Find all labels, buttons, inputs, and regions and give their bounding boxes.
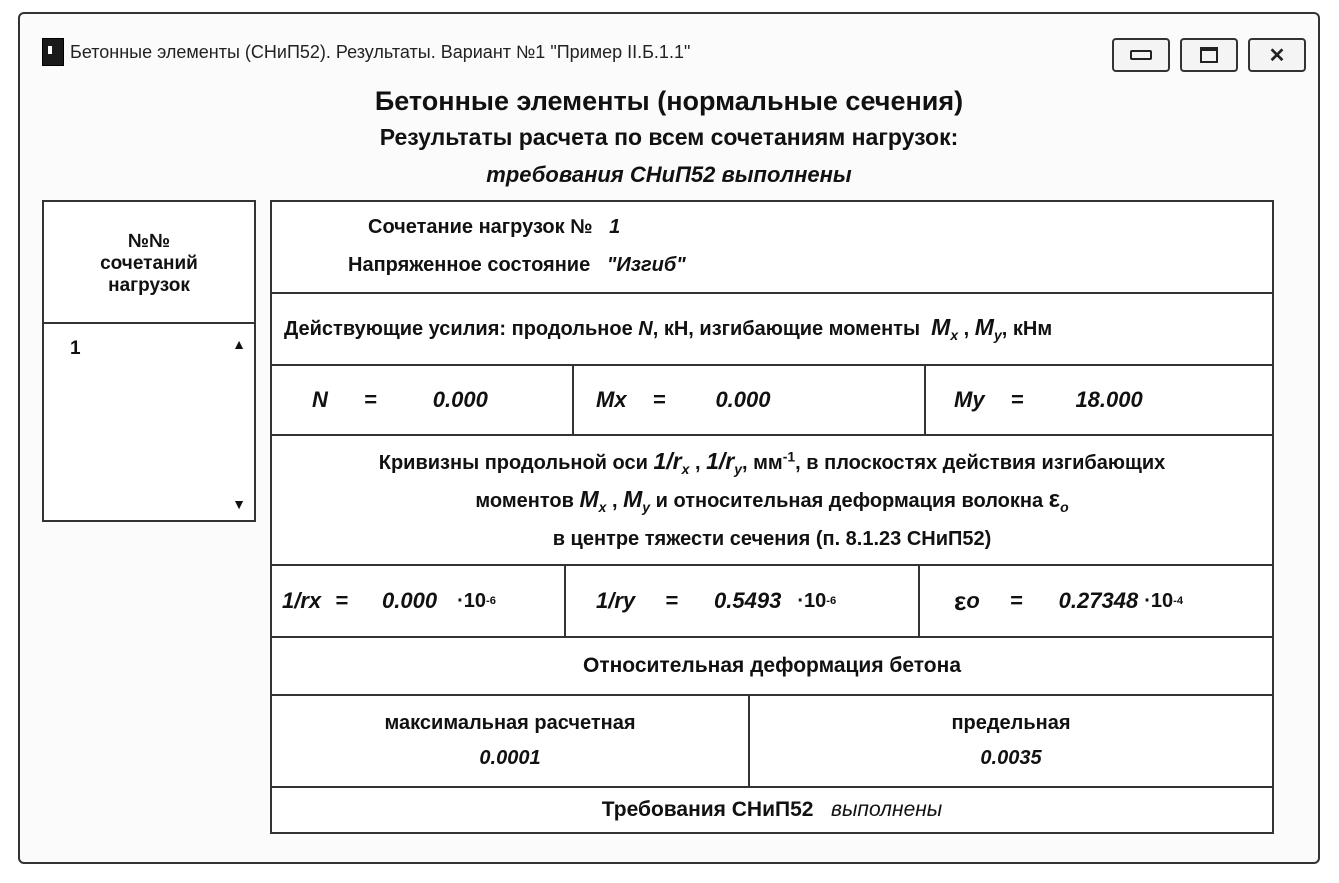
- combinations-header-line1: №№: [127, 231, 171, 252]
- ry-value: 0.5493: [714, 588, 782, 613]
- ry-sub: y: [622, 588, 636, 613]
- forces-mx-sub: x: [950, 327, 959, 343]
- eps-label: ε: [954, 585, 967, 616]
- curvature-ry: 1/r: [706, 448, 735, 474]
- page-title: Бетонные элементы (нормальные сечения): [374, 86, 964, 116]
- ry-label: 1/r: [596, 588, 623, 613]
- combination-number: 1: [609, 216, 621, 238]
- curvature-text-c: , в плоскостях действия изгибающих: [795, 452, 1166, 474]
- ry-mult: ·10: [797, 589, 827, 612]
- forces-caption-row: [272, 294, 1272, 366]
- curvature-unit-exp: -1: [782, 448, 796, 465]
- curvature-values-row: [272, 566, 1272, 638]
- curvature-text-a: Кривизны продольной оси: [378, 452, 648, 474]
- mx-value: 0.000: [715, 387, 771, 412]
- eps-mult: ·10: [1144, 589, 1174, 612]
- eps-sub: o: [966, 588, 980, 613]
- curvature-eps-sub: o: [1060, 499, 1069, 515]
- combination-number-line: [368, 216, 620, 239]
- curvature-my-sub: y: [642, 499, 651, 515]
- rx-mult: ·10: [457, 589, 486, 612]
- n-label: N: [312, 387, 328, 412]
- combination-item-1[interactable]: 1: [70, 338, 81, 359]
- my-label: M: [954, 387, 973, 412]
- n-eq: =: [363, 387, 377, 412]
- title-bar[interactable]: [20, 14, 1318, 78]
- deformation-title-cell: [272, 638, 1272, 694]
- rx-cell: [272, 566, 566, 636]
- curvature-unit: , мм: [742, 452, 783, 474]
- limit-deformation-label: предельная: [951, 712, 1071, 734]
- combination-label: Сочетание нагрузок №: [368, 216, 593, 238]
- results-window: [18, 12, 1320, 864]
- mx-sub: x: [614, 387, 627, 412]
- ry-cell: [566, 566, 920, 636]
- close-button[interactable]: [1248, 38, 1306, 72]
- curvature-rx: 1/r: [653, 448, 682, 474]
- curvature-mx-sub: x: [598, 499, 607, 515]
- n-cell: [272, 366, 574, 434]
- max-deformation-cell: [272, 696, 750, 786]
- max-deformation-label: максимальная расчетная: [384, 712, 636, 734]
- requirements-label: Требования СНиП52: [601, 798, 814, 821]
- combinations-header-line2: сочетаний: [100, 253, 198, 274]
- mx-label: M: [596, 387, 615, 412]
- ry-exp: -6: [826, 595, 837, 607]
- forces-values-row: [272, 366, 1272, 436]
- eps-cell: [920, 566, 1272, 636]
- maximize-icon: [1200, 47, 1218, 63]
- rx-exp: -6: [486, 595, 496, 607]
- curvature-my: M: [623, 486, 643, 512]
- mx-eq: =: [652, 387, 666, 412]
- n-value: 0.000: [432, 387, 488, 412]
- curvature-line2-b: и относительная деформация волокна: [655, 490, 1044, 512]
- combinations-header-line3: нагрузок: [108, 275, 190, 296]
- forces-text-b: , кН, изгибающие моменты: [652, 318, 921, 340]
- curvature-line3: в центре тяжести сечения (п. 8.1.23 СНиП52): [552, 528, 992, 550]
- deformation-title: Относительная деформация бетона: [582, 654, 961, 677]
- curvature-line2: моментов $M_x$ , $M_y$ и относительная деформация волокна $\varepsilon_o$: [475, 486, 1069, 515]
- rx-value: 0.000: [382, 588, 438, 613]
- limit-deformation-value: 0.0035: [980, 747, 1042, 769]
- rx-eq: =: [335, 588, 349, 613]
- forces-caption: Действующие усилия: продольное N, кН, изгибающие моменты $M_x$ , $M_y$, кНм: [284, 314, 1053, 343]
- minimize-icon: [1130, 50, 1152, 60]
- limit-deformation-cell: [750, 696, 1272, 786]
- my-value: 18.000: [1075, 387, 1143, 412]
- stress-state-label: Напряженное состояние: [348, 254, 591, 276]
- minimize-button[interactable]: [1112, 38, 1170, 72]
- results-table: [270, 200, 1274, 834]
- stress-state-line: [348, 254, 686, 277]
- eps-eq: =: [1009, 588, 1023, 613]
- curvature-ry-sub: y: [734, 461, 742, 477]
- forces-text-a: Действующие усилия: продольное: [284, 318, 633, 340]
- rx-sub: x: [308, 588, 322, 613]
- forces-unit: , кНм: [1001, 318, 1053, 340]
- forces-my-symbol: M: [974, 314, 994, 340]
- requirements-status: выполнены: [830, 798, 943, 821]
- curvature-rx-sub: x: [681, 461, 690, 477]
- eps-exp: -4: [1173, 595, 1184, 607]
- combinations-panel: [42, 200, 256, 522]
- max-deformation-value: 0.0001: [479, 747, 541, 769]
- combinations-list[interactable]: [44, 324, 254, 520]
- forces-mx-symbol: M: [931, 314, 951, 340]
- window-title: Бетонные элементы (СНиП52). Результаты. Вариант №1 "Пример II.Б.1.1": [70, 42, 691, 62]
- scroll-down-icon[interactable]: ▼: [232, 496, 246, 512]
- stress-state-value: "Изгиб": [606, 254, 686, 276]
- curvature-caption-row: [272, 436, 1272, 566]
- maximize-button[interactable]: [1180, 38, 1238, 72]
- combinations-header: [44, 202, 254, 324]
- app-icon[interactable]: [42, 38, 64, 66]
- requirements-text: [272, 798, 1272, 822]
- curvature-mx: M: [579, 486, 599, 512]
- eps-value: 0.27348: [1058, 588, 1139, 613]
- requirements-row: [272, 788, 1272, 832]
- mx-cell: [574, 366, 926, 434]
- ry-eq: =: [665, 588, 679, 613]
- forces-n-symbol: N: [638, 318, 653, 340]
- curvature-line1: Кривизны продольной оси $1/r_x$ , $1/r_y$, $мм^{-1}$, в плоскостях действия изгибающих: [378, 448, 1166, 477]
- curvature-line2-a: моментов: [475, 490, 574, 512]
- rx-label: 1/r: [282, 588, 309, 613]
- my-sub: y: [972, 387, 985, 412]
- close-icon: ✕: [1268, 44, 1286, 67]
- deformation-values-row: [272, 696, 1272, 788]
- overall-status: требования СНиП52 выполнены: [486, 162, 852, 187]
- curvature-eps: ε: [1048, 486, 1061, 513]
- my-eq: =: [1010, 387, 1024, 412]
- forces-my-sub: y: [993, 327, 1002, 343]
- deformation-title-row: [272, 638, 1272, 696]
- combination-info-row: [272, 202, 1272, 294]
- scroll-up-icon[interactable]: ▲: [232, 336, 246, 352]
- my-cell: [926, 366, 1272, 434]
- page-subtitle: Результаты расчета по всем сочетаниям нагрузок:: [379, 124, 959, 150]
- requirements-cell: [272, 788, 1272, 832]
